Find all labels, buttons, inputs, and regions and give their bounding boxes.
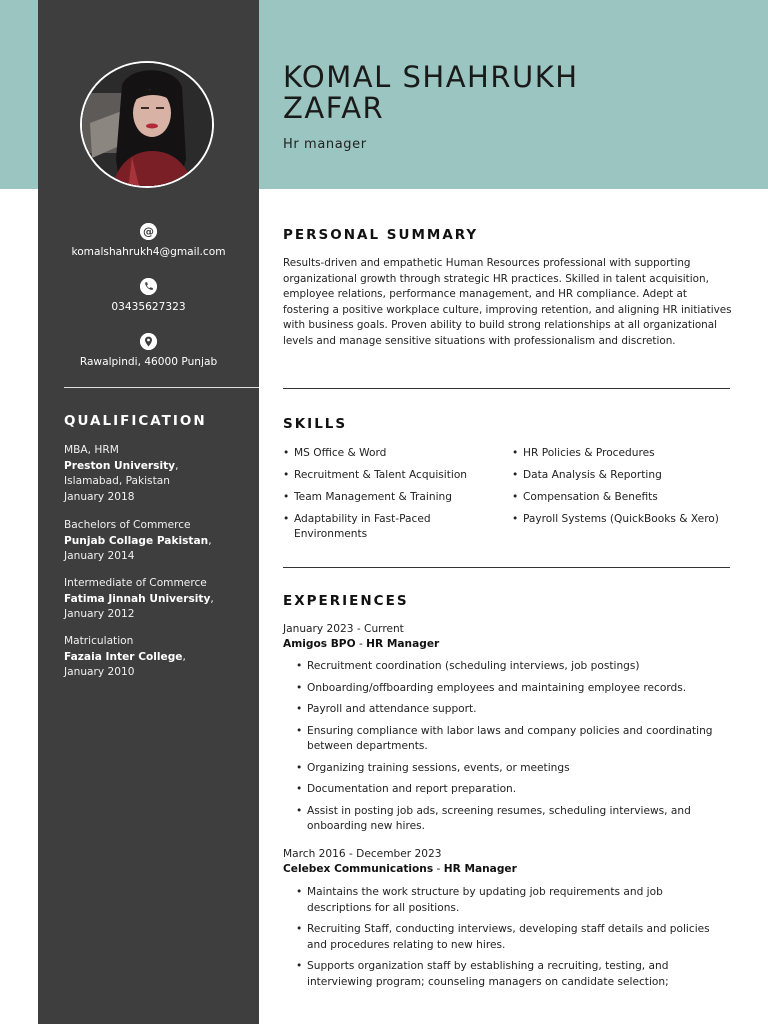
name-line-2: ZAFAR bbox=[283, 91, 385, 125]
location-pin-icon bbox=[140, 333, 157, 350]
job-dates: January 2023 - Current bbox=[283, 623, 404, 635]
section-divider bbox=[283, 388, 730, 389]
phone-icon bbox=[140, 278, 157, 295]
job-position: HR Manager bbox=[443, 863, 517, 875]
qualification-degree: Intermediate of Commerce bbox=[64, 577, 207, 589]
skill-item: • Team Management & Training bbox=[283, 490, 488, 505]
experience-heading: EXPERIENCES bbox=[283, 593, 409, 609]
skill-item: • Data Analysis & Reporting bbox=[512, 468, 737, 483]
summary-heading: PERSONAL SUMMARY bbox=[283, 227, 479, 243]
name-line-1: KOMAL SHAHRUKH bbox=[283, 60, 579, 94]
skill-item: • Recruitment & Talent Acquisition bbox=[283, 468, 488, 483]
sidebar bbox=[38, 0, 259, 1024]
job-duties-list bbox=[296, 659, 726, 841]
address-text: Rawalpindi, 46000 Punjab bbox=[79, 356, 218, 368]
at-icon bbox=[140, 223, 157, 240]
job-dates: March 2016 - December 2023 bbox=[283, 848, 442, 860]
contact-address bbox=[38, 333, 259, 368]
skills-list-right bbox=[512, 446, 737, 534]
sidebar-divider bbox=[64, 387, 259, 388]
qualification-school: Fazaia Inter College bbox=[64, 650, 183, 663]
skill-item: • Compensation & Benefits bbox=[512, 490, 737, 505]
qualification-school: Punjab Collage Pakistan bbox=[64, 534, 209, 547]
duty-item: • Ensuring compliance with labor laws and company policies and coordinating between departments. bbox=[296, 724, 726, 755]
job-position: HR Manager bbox=[366, 638, 440, 650]
duty-item: • Recruiting Staff, conducting interviews, developing staff details and policies and procedures relating to new hires. bbox=[296, 922, 726, 953]
qualification-item: Bachelors of Commerce Punjab Collage Pakistan, January 2014 bbox=[64, 518, 254, 565]
profile-photo bbox=[80, 61, 214, 188]
phone-text: 03435627323 bbox=[111, 301, 186, 313]
duty-item: • Supports organization staff by establishing a recruiting, testing, and interviewing program; counseling managers on candidate selection; bbox=[296, 959, 726, 990]
qualification-degree: Bachelors of Commerce bbox=[64, 519, 191, 531]
qualification-heading: QUALIFICATION bbox=[64, 413, 207, 429]
qualification-degree: Matriculation bbox=[64, 635, 134, 647]
qualification-date: January 2018 bbox=[64, 490, 135, 503]
duty-item: • Payroll and attendance support. bbox=[296, 702, 726, 718]
qualification-location: Islamabad, Pakistan bbox=[64, 475, 170, 487]
qualification-item: MBA, HRM Preston University, Islamabad, Pakistan January 2018 bbox=[64, 443, 254, 505]
qualification-school: Fatima Jinnah University bbox=[64, 592, 211, 605]
job-duties-list bbox=[296, 885, 726, 996]
job-company: Amigos BPO bbox=[283, 638, 356, 650]
qualification-item: Matriculation Fazaia Inter College, January 2010 bbox=[64, 634, 254, 681]
skills-list-left bbox=[283, 446, 488, 549]
duty-item: • Onboarding/offboarding employees and maintaining employee records. bbox=[296, 681, 726, 697]
resume-name bbox=[283, 62, 579, 124]
skill-item: • HR Policies & Procedures bbox=[512, 446, 737, 461]
skill-item: • Adaptability in Fast-Paced Environments bbox=[283, 512, 488, 542]
skill-item: • MS Office & Word bbox=[283, 446, 488, 461]
summary-text: Results-driven and empathetic Human Resources professional with supporting organizational growth through strategic HR practices. Skilled in talent acquisition, employee relations, performance management, and HR compliance. Adept at fostering a positive workplace culture, improving retention, and aligning HR initiatives with business goals. Proven ability to build strong relationships at all organizational levels and manage sensitive situations with professionalism and discretion. bbox=[283, 257, 732, 347]
contact-phone bbox=[38, 278, 259, 313]
person-photo-icon bbox=[82, 63, 214, 188]
qualification-item: Intermediate of Commerce Fatima Jinnah University, January 2012 bbox=[64, 576, 254, 623]
job-company-title: Amigos BPO - HR Manager bbox=[283, 638, 440, 650]
section-divider bbox=[283, 567, 730, 568]
job-company-title: Celebex Communications - HR Manager bbox=[283, 863, 517, 875]
job-role: Hr manager bbox=[283, 137, 367, 152]
job-company: Celebex Communications bbox=[283, 863, 434, 875]
qualification-date: January 2010 bbox=[64, 666, 135, 678]
duty-item: • Maintains the work structure by updating job requirements and job descriptions for all positions. bbox=[296, 885, 726, 916]
svg-text:@: @ bbox=[143, 225, 154, 239]
qualification-degree: MBA, HRM bbox=[64, 444, 119, 456]
qualification-date: January 2014 bbox=[64, 550, 135, 562]
qualification-school: Preston University bbox=[64, 459, 176, 472]
duty-item: • Assist in posting job ads, screening resumes, scheduling interviews, and onboarding new hires. bbox=[296, 804, 726, 835]
duty-item: • Recruitment coordination (scheduling interviews, job postings) bbox=[296, 659, 726, 675]
duty-item: • Documentation and report preparation. bbox=[296, 782, 726, 798]
duty-item: • Organizing training sessions, events, or meetings bbox=[296, 761, 726, 777]
skill-item: • Payroll Systems (QuickBooks & Xero) bbox=[512, 512, 737, 527]
contact-email bbox=[38, 223, 259, 258]
email-text[interactable]: komalshahrukh4@gmail.com bbox=[71, 246, 226, 258]
qualification-date: January 2012 bbox=[64, 608, 135, 620]
skills-heading: SKILLS bbox=[283, 416, 348, 432]
